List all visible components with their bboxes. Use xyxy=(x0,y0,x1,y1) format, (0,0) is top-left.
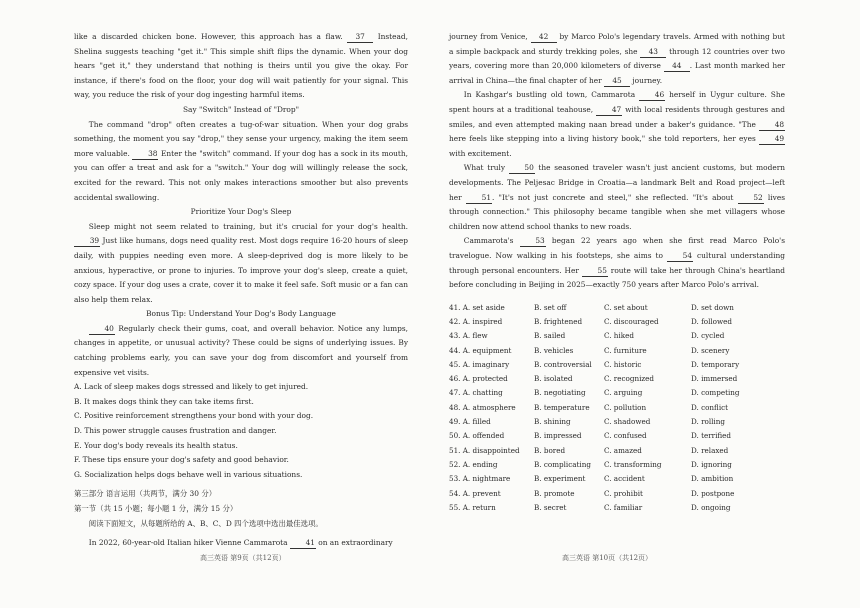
text: here feels like stepping into a living history book," she told reporters, her eyes xyxy=(449,134,759,144)
paragraph-2 xyxy=(74,118,408,206)
text: Sleep might not seem related to training, but it's crucial for your dog's health. xyxy=(88,221,408,231)
text: Just like humans, dogs need quality rest. Most dogs require 16-20 hours of sleep daily, with puppies needing even more. A sleep-deprived dog is more likely to be anxious, hyperactive, or prone to injuries. To improve your dog's sleep, create a quiet, cozy space. If your dog uses a crate, cover it to make it feel safe. Soft music or a fan can also help them relax. xyxy=(74,236,408,304)
choice-option: C. accident xyxy=(604,474,645,484)
choice-option: B. experiment xyxy=(534,474,586,484)
blank-44: 44 xyxy=(664,60,690,72)
option-f: F. These tips ensure your dog's safety and good behavior. xyxy=(74,455,289,465)
answer-choices-grid xyxy=(449,301,785,515)
option-c: C. Positive reinforcement strengthens your bond with your dog. xyxy=(74,411,314,421)
paragraph-5 xyxy=(74,536,408,551)
choice-option: D. rolling xyxy=(691,417,725,427)
blank-47: 47 xyxy=(596,104,622,116)
text: through 12 countries over two years, covering more than 20,000 kilometers of diverse xyxy=(449,46,785,71)
blank-51: 51 xyxy=(466,192,492,204)
text: In Kashgar's bustling old town, Cammarota xyxy=(463,90,640,100)
choice-option: B. sailed xyxy=(534,331,566,341)
subheading-sleep: Prioritize Your Dog's Sleep xyxy=(190,207,292,217)
choice-option: C. set about xyxy=(604,302,648,312)
choice-option: D. competing xyxy=(691,388,740,398)
choice-option: D. relaxed xyxy=(691,445,729,455)
choice-option: D. conflict xyxy=(691,402,729,412)
text: like a discarded chicken bone. However, this approach has a flaw. xyxy=(74,32,348,41)
text: herself in Uygur culture. She spent hours at a traditional teahouse, xyxy=(449,90,785,114)
blank-38: 38 xyxy=(132,148,158,160)
option-d: D. This power struggle causes frustration and danger. xyxy=(74,426,277,436)
paragraph-1 xyxy=(74,30,408,103)
choice-option: C. familiar xyxy=(604,502,643,512)
text: The command "drop" often creates a tug-of-war situation. When your dog grabs something, the moment you say "drop," they sense your urgency, making the item seem more valuable. xyxy=(74,119,408,158)
option-g: G. Socialization helps dogs behave well in various situations. xyxy=(74,469,303,479)
choice-option: B. promote xyxy=(534,488,575,498)
option-b: B. It makes dogs think they can take items first. xyxy=(74,396,254,406)
text: route will take her through China's heartland before concluding in Beijing in 2025—exactly 750 years after Marco Polo's arrival. xyxy=(449,265,785,290)
text: Regularly check their gums, coat, and overall behavior. Notice any lumps, changes in appetite, or unusual activity? These could be signs of underlying issues. By catching problems early, you can save your dog from discomfort and yourself from expensive vet visits. xyxy=(74,323,408,377)
choice-option: C. pollution xyxy=(604,402,647,412)
text: with excitement. xyxy=(449,148,512,158)
choice-option: D. immersed xyxy=(691,374,738,384)
text: began 22 years ago when she first read Marco Polo's travelogue. Now walking in his footsteps, she aims to xyxy=(449,236,785,260)
blank-37: 37 xyxy=(347,31,373,43)
right-column xyxy=(449,30,785,515)
blank-43: 43 xyxy=(640,46,666,58)
subheading-switch: Say "Switch" Instead of "Drop" xyxy=(182,104,300,114)
passage-paragraph-1 xyxy=(449,30,785,88)
blank-41: 41 xyxy=(290,537,316,549)
choice-option: 55. A. return xyxy=(449,502,496,512)
text: by Marco Polo's legendary travels. Armed with nothing but a simple backpack and sturdy trekking poles, she xyxy=(449,32,785,56)
passage-paragraph-4 xyxy=(449,234,785,292)
choice-option: B. bored xyxy=(534,445,566,455)
paragraph-4 xyxy=(74,322,408,380)
section-title: 第三部分 语言运用（共两节，满分 30 分） xyxy=(74,489,217,499)
choice-option: C. arguing xyxy=(604,388,643,398)
choice-option: 43. A. flew xyxy=(449,331,488,341)
blank-52: 52 xyxy=(738,192,764,204)
choice-option: B. impressed xyxy=(534,431,582,441)
choice-option: C. confused xyxy=(604,431,647,441)
choice-option: B. frightened xyxy=(534,316,583,326)
choice-option: D. temporary xyxy=(691,359,740,369)
choice-option: 49. A. filled xyxy=(449,417,491,427)
choice-option: B. set off xyxy=(534,302,567,312)
choice-option: C. hiked xyxy=(604,331,634,341)
text: Instead, Shelina suggests teaching "get it." This simple shift flips the dynamic. When your dog hears "get it," they understand that nothing is theirs until you give the okay. For instance, if there's food on the floor, your dog will wait patiently for your signal. This way, you reduce the risk of your dog ingesting harmful items. xyxy=(74,32,408,100)
choice-option: D. set down xyxy=(691,302,734,312)
text: Enter the "switch" command. If your dog has a sock in its mouth, you can offer a treat and ask for a "switch." Your dog will willingly release the sock, excited for the reward. This not only makes interactions smoother but also prevents accidental swallowing. xyxy=(74,148,408,202)
choice-option: C. shadowed xyxy=(604,417,651,427)
option-a: A. Lack of sleep makes dogs stressed and likely to get injured. xyxy=(74,382,309,392)
choice-option: 50. A. offended xyxy=(449,431,505,441)
choice-option: B. vehicles xyxy=(534,345,574,355)
choice-option: 47. A. chatting xyxy=(449,388,503,398)
blank-50: 50 xyxy=(509,162,535,174)
choice-option: D. ongoing xyxy=(691,502,731,512)
text: . Last month marked her arrival in China—the final chapter of her xyxy=(449,61,786,85)
blank-48: 48 xyxy=(759,119,785,131)
choice-option: D. terrified xyxy=(691,431,732,441)
choice-option: B. shining xyxy=(534,417,571,427)
choice-option: 44. A. equipment xyxy=(449,345,512,355)
choice-option: B. isolated xyxy=(534,374,573,384)
choice-option: D. ignoring xyxy=(691,459,732,469)
choice-option: C. prohibit xyxy=(604,488,643,498)
subheading-bonus: Bonus Tip: Understand Your Dog's Body Language xyxy=(146,309,336,319)
choice-option: D. cycled xyxy=(691,331,725,341)
blank-40: 40 xyxy=(89,323,115,335)
text: journey. xyxy=(630,75,663,85)
text: the seasoned traveler wasn't just ancient customs, but modern developments. The Peljesac Bridge in Croatia—a landmark Belt and Road project—left her xyxy=(449,163,785,202)
blank-39: 39 xyxy=(74,235,100,247)
page-footer-left: 高三英语 第9页（共12页） xyxy=(200,554,286,562)
choice-option: 41. A. set aside xyxy=(449,302,505,312)
choice-option: B. controversial xyxy=(534,359,592,369)
choice-option: D. postpone xyxy=(691,488,735,498)
choice-option: D. followed xyxy=(691,316,732,326)
blank-53: 53 xyxy=(520,235,546,247)
choice-option: B. negotiating xyxy=(534,388,586,398)
text: with local residents through gestures and smiles, and even attempted making naan bread under a baker's guidance. "The xyxy=(449,104,785,129)
text: In 2022, 60-year-old Italian hiker Vienne Cammarota xyxy=(88,538,290,548)
passage-paragraph-3 xyxy=(449,161,785,234)
option-e: E. Your dog's body reveals its health status. xyxy=(74,440,238,450)
blank-55: 55 xyxy=(582,265,608,277)
left-column xyxy=(74,30,408,551)
text: Cammarota's xyxy=(463,236,520,246)
blank-45: 45 xyxy=(604,75,630,87)
blank-42: 42 xyxy=(531,31,557,43)
blank-54: 54 xyxy=(667,250,693,262)
choice-option: C. furniture xyxy=(604,345,647,355)
choice-option: 45. A. imaginary xyxy=(449,359,510,369)
choice-option: C. recognized xyxy=(604,374,655,384)
text: cultural understanding through personal encounters. Her xyxy=(449,250,786,275)
choice-option: 51. A. disappointed xyxy=(449,445,520,455)
text: lives through connection." This philosophy became tangible when she met villagers whose children now attend school thanks to new roads. xyxy=(449,192,786,231)
blank-49: 49 xyxy=(759,133,785,145)
section-instruction: 阅读下面短文，从每题所给的 A、B、C、D 四个选项中选出最佳选项。 xyxy=(88,518,323,528)
blank-46: 46 xyxy=(639,89,665,101)
page-footer-right: 高三英语 第10页（共12页） xyxy=(562,554,653,562)
text: . "It's not just concrete and steel," she reflected. "It's about xyxy=(491,192,738,202)
passage-paragraph-2 xyxy=(449,88,785,161)
text: on an extraordinary xyxy=(315,538,393,548)
section-subtitle: 第一节（共 15 小题；每小题 1 分，满分 15 分） xyxy=(74,504,238,513)
text: journey from Venice, xyxy=(449,32,531,41)
choice-option: C. historic xyxy=(604,359,642,369)
choice-option: 54. A. prevent xyxy=(449,488,501,498)
choice-option: 53. A. nightmare xyxy=(449,474,511,484)
paragraph-3 xyxy=(74,220,408,308)
choice-option: C. transforming xyxy=(604,459,662,469)
choice-option: B. secret xyxy=(534,502,567,512)
choice-option: 52. A. ending xyxy=(449,459,498,469)
choice-option: 48. A. atmosphere xyxy=(449,402,516,412)
choice-option: 46. A. protected xyxy=(449,374,508,384)
choice-option: C. amazed xyxy=(604,445,642,455)
text: What truly xyxy=(463,163,509,173)
choice-option: B. temperature xyxy=(534,402,590,412)
choice-option: B. complicating xyxy=(534,459,591,469)
choice-option: C. discouraged xyxy=(604,316,659,326)
choice-option: D. ambition xyxy=(691,474,734,484)
choice-option: 42. A. inspired xyxy=(449,316,503,326)
choice-option: D. scenery xyxy=(691,345,730,355)
